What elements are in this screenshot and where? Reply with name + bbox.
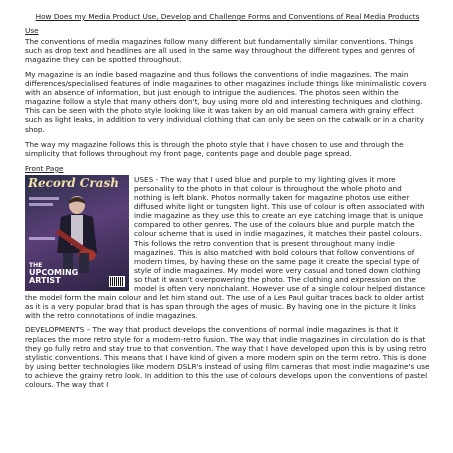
barcode-icon xyxy=(109,276,125,287)
cover-line-1: THE xyxy=(29,261,43,269)
use-paragraph-3: The way my magazine follows this is through the photo style that I have chosen to use and through the simplicity that follows throughout my front page, contents page and double page spread. xyxy=(25,139,404,158)
section-heading-use: Use xyxy=(25,25,39,35)
cover-line-2: UPCOMING xyxy=(29,267,79,277)
section-heading-front-page: Front Page xyxy=(25,163,64,173)
magazine-cover-image xyxy=(25,175,129,291)
cover-line-3: ARTIST xyxy=(29,275,61,285)
front-page-section xyxy=(25,175,430,321)
cover-line-text xyxy=(29,263,78,285)
document-page xyxy=(25,12,430,395)
cover-masthead: Record Crash xyxy=(28,176,119,190)
front-page-paragraph: USES - The way that I used blue and purple to my lighting gives it more personality to the photo in that colour is throughout the whole photo and nothing is left blank. Photos normally taken for magazine photos use either diffused white light or tungsten light. This use of colour is often associated with indie magazine as they use this to create an eye catching image that is unique compared to other genres. The use of the colours blue and purple match the colour scheme that is used in indie magazines, it matches their pastel colours. This follows the retro convention that is present throughout many indie magazines. This is also matched with bold colours that follow conventions of modern times, by having these on the same page it create the special type of style of indie magazines. My model wore very casual and toned down clothing so that it wasn't overpowering the photo. The clothing and expression on the model is often very nonchalant. However use of a single colour helped distance the model form the main colour and let him stand out. The use of a Les Paul guitar traces back to older artist as it is a very popular brad that is has span through the ages of music. By having one in the picture it links with the retro connotations of indie magazines. xyxy=(25,174,426,321)
use-paragraph-1: The conventions of media magazines follow many different but fundamentally similar conventions. Things such as drop text and headlines are all used in the same way throughout the different types and genres of magazine they can be spotted throughout. xyxy=(25,36,415,64)
document-title: How Does my Media Product Use, Develop and Challenge Forms and Conventions of Real Media Products xyxy=(35,12,420,21)
cover-model-figure xyxy=(47,193,103,273)
developments-paragraph: DEVELOPMENTS – The way that product develops the conventions of normal indie magazines is that it replaces the more retro style for a modern-retro fusion. The way that indie magazines in circulation do is that they go fully retro and stay true to that convention. The way that I have developed upon this is by using retro stylistic conventions. This means that I have kind of given a more modern spin on the term retro. This is done by using better technologies like modern DSLR's instead of using film cameras that most indie magazine's use to achieve the grainy retro look. In addition to this the use of colours develops upon the conventions of pastel colours. The way that I xyxy=(25,325,430,389)
use-paragraph-2: My magazine is an indie based magazine and thus follows the conventions of indie magazines. The main differences/specialised features of indie magazines to other magazines include things like minimalistic covers with an absence of information, but just enough to intrigue the audiences. The photos seen within the magazine follow a style that many others don't, buy using more old and interesting techniques and clothing. This can be seen with the photo style looking like it was taken by an old manual camera with grainy effect such as light leaks, in addition to very individual clothing that can only be seen on the catwalk or in a charity shop. xyxy=(25,69,427,134)
